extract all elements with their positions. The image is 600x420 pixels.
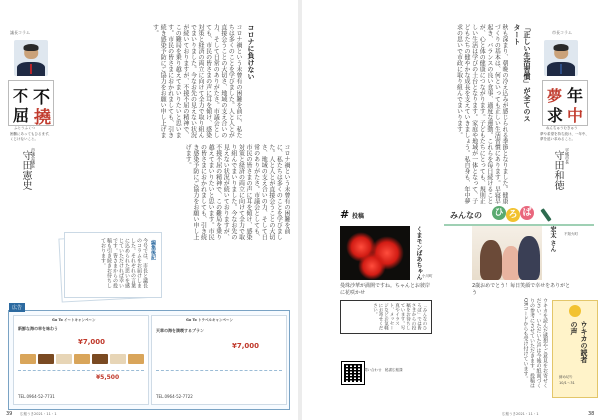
right-page — [302, 0, 600, 420]
essay-title: コロナに負けない — [247, 24, 256, 80]
contact-text: 問い合わせ 秘書広報課 — [364, 368, 403, 372]
calligraphy-char-3: 夢 — [547, 87, 563, 105]
signature-role: 市議会議長 — [31, 148, 36, 168]
ad-label: 広告 — [9, 303, 25, 312]
signature: 守田和徳 — [552, 150, 563, 190]
divider — [18, 370, 144, 371]
divider — [156, 370, 282, 371]
calligraphy-char-3: 不 — [13, 87, 29, 105]
editor-tag: 編集後記 — [150, 240, 156, 260]
mayor-portrait — [544, 40, 578, 76]
voice-deadline: 10/1〜31 — [559, 381, 575, 385]
ad-right-price: ¥7,000 — [232, 342, 260, 350]
food-photo — [38, 354, 54, 364]
post1-title: くまモンばあちゃん — [415, 226, 422, 280]
ad-left-panel — [13, 315, 149, 405]
post2-name: 宏太 さん — [549, 226, 556, 253]
editor-text: 今号では、市長と議長のコラムをお届けしました。それぞれの言葉に込められた思いを感じていただければ幸いです。皆さまからの投稿も引き続きお待ちしております。 — [100, 238, 148, 288]
invite-text: 「みんなのひろば」では皆さまからの投稿をお待ちしています。写真やイラスト、メッセージなどお気軽にお寄せください。 — [372, 303, 427, 330]
column-tag: 市長コラム — [552, 30, 572, 35]
post2-caption: 2歳おめでとう！毎日笑顔で幸せをありがとう — [472, 283, 571, 296]
invite-box — [340, 300, 432, 334]
food-photo — [74, 354, 90, 364]
ad-left-price: ¥7,000 — [78, 338, 106, 346]
lily-photo — [340, 226, 410, 280]
calligraphy-char-1: 不 — [33, 88, 50, 108]
calligraphy-char-4: 屈 — [13, 106, 30, 125]
family-photo — [472, 226, 542, 280]
calligraphy-char-2: 中 — [567, 106, 584, 125]
calligraphy-char-1: 年 — [567, 86, 584, 105]
essay-text: 秋も深まり、朝晩の冷え込みが感じられる季節となりました。健康づくりの基本は、何といっても正しい生活習慣にあります。早寝早起き、バランスの良い食事、適度な運動。これらを毎日続けることが、心と体の健康につながります。子どもたちにとっても、規則正しい生活は学びの土台となります。家庭や地域が一体となって、子どもたちの健やかな成長を支えていきましょう。私自身も、年中夢求の思いで市政に取り組んでまいります。 — [455, 24, 508, 204]
footer: 広報うき2021・11・1 — [502, 412, 539, 416]
minna-prefix: みんなの — [450, 211, 482, 220]
flower-icon — [569, 305, 581, 317]
essay-text: コロナ禍という未曾有の困難を前に、私たちは多くのことを学びました。人と人とが直接会うことの大切さ、地域の支え合いの力、そして日常のありがたさ。市議会としても、市民の皆さまの声に耳を傾け、感染対策と経済の両立に向けて全力で取り組んでまいりました。今なお先の見えない状況が続いておりますが、不撓不屈の精神で、この難局を乗り越えてまいりたいと思います。市民の皆さまにおかれましても、引き続き感染予防にご協力をお願い申し上げます。 — [151, 24, 242, 138]
ad-tel: TEL.0964-52-7731 — [18, 394, 55, 399]
ad-left-head: 新鮮な海の幸を味わう — [18, 326, 58, 331]
ad-tel-2: TEL.0964-52-7722 — [156, 394, 193, 399]
page-number: 38 — [588, 411, 595, 417]
voice-text: ウキカを読んだ感想やご意見をお寄せください。いただいた声は今後の紙面づくりの参考にさせていただきます。投稿はQRコードからも受け付けています。 — [522, 298, 548, 388]
calligraphy-char-4: 求 — [547, 106, 564, 125]
food-photo — [128, 354, 144, 364]
chairman-portrait — [14, 40, 48, 76]
ad-right-head: 天草の海を満喫するプラン — [156, 328, 204, 333]
voice-box — [552, 300, 598, 398]
ad-left-price-2: ¥5,500 — [96, 374, 120, 381]
essay-text-cont: コロナ禍という未曾有の困難を前に、私たちは多くのことを学びました。人と人とが直接会うことの大切さ、地域の支え合いの力、そして日常のありがたさ。市議会としても、市民の皆さまの声に耳を傾け、感染対策と経済の両立に向けて全力で取り組んでまいりました。今なお先の見えない状況が続いておりますが、不撓不屈の精神で、この難局を乗り越えてまいりたいと思います。市民の皆さまにおかれましても、引き続き感染予防にご協力をお願い申し上げます。 — [184, 144, 290, 240]
ad-left-title: Go To イートキャンペーン — [52, 318, 96, 322]
voice-deadline-label: 締め切り — [559, 375, 573, 379]
post1-location: 小川町 — [422, 274, 433, 278]
minna-header — [444, 204, 594, 226]
left-page — [0, 0, 298, 420]
ad-right-panel — [151, 315, 287, 405]
voice-title: ウキカの読者の声 — [570, 321, 588, 363]
post2-location: 不知火町 — [564, 232, 578, 236]
minna-char-3: ば — [520, 206, 534, 220]
ad-box — [8, 305, 290, 410]
calligraphy-char-2: 撓 — [34, 108, 51, 128]
footer: 広報うき2021・11・1 — [20, 412, 57, 416]
column-tag: 議長コラム — [10, 30, 30, 35]
calligraphy-card — [8, 80, 54, 126]
ad-right-title: Go To トラベルキャンペーン — [186, 318, 233, 322]
minna-char-2: ろ — [506, 208, 520, 222]
minna-char-1: ひ — [492, 206, 506, 220]
motto-caption: 夢や希望を持ち続け、一年中、夢を追い求めること。 — [540, 132, 589, 141]
page-number: 39 — [6, 411, 13, 417]
food-photo — [92, 354, 108, 364]
calligraphy-reading: ふとうふくつ — [14, 126, 35, 130]
food-photo — [56, 354, 72, 364]
qr-code[interactable] — [342, 362, 364, 384]
post-tag: 投稿 — [352, 213, 365, 220]
essay-title: 「正しい生活習慣」が全てのスタート — [513, 24, 532, 122]
calligraphy-reading: ねんちゅうむきゅう — [546, 126, 578, 130]
pencil-icon — [540, 208, 551, 222]
signature: 守田憲史 — [20, 150, 31, 190]
calligraphy-card — [542, 80, 588, 126]
hash-icon: # — [340, 208, 350, 221]
post1-caption: 曼珠沙華が満開ですね。ちゃんとお彼岸に花咲かせ — [340, 283, 431, 296]
signature-role: 宇城市長 — [565, 148, 570, 164]
food-photo — [20, 354, 36, 364]
motto-caption: 困難にあってもひるまず、くじけないこと。 — [10, 132, 52, 141]
food-photo — [110, 354, 126, 364]
